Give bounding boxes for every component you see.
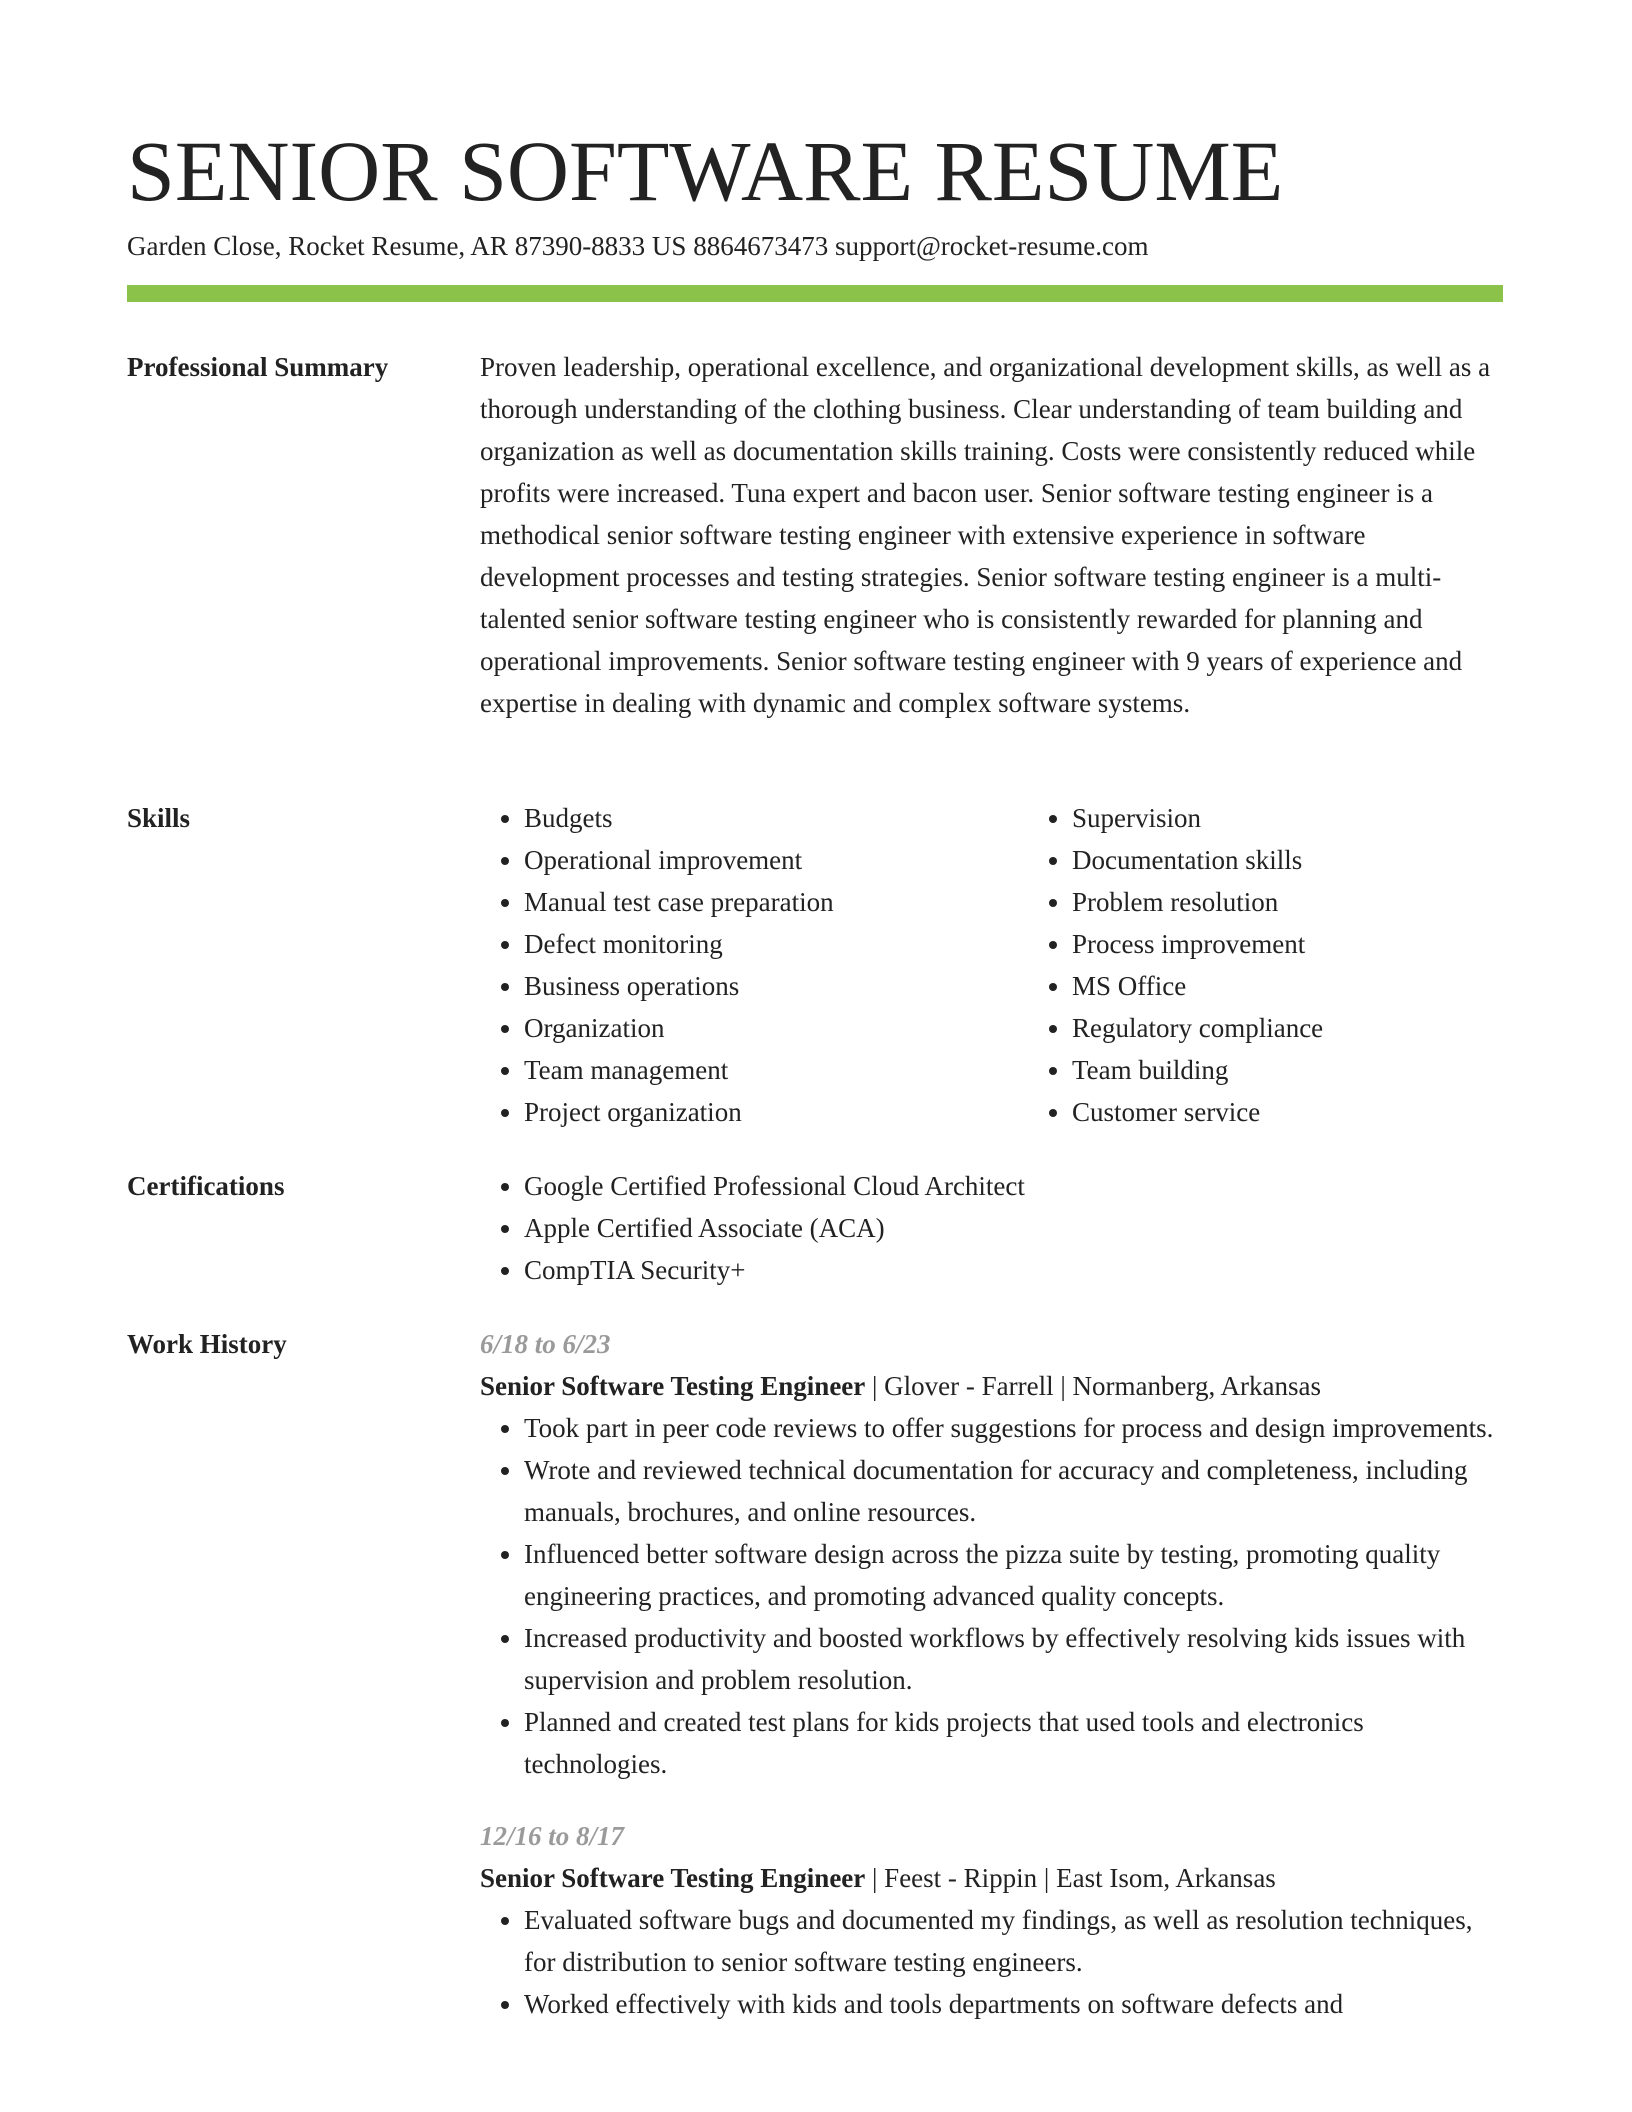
- certifications-body: [480, 1165, 1503, 1291]
- contact-line: Garden Close, Rocket Resume, AR 87390-8833 US 8864673473 support@rocket-resume.com: [127, 231, 1149, 261]
- job-bullet: • Worked effectively with kids and tools departments on software defects and: [524, 1983, 1503, 2025]
- section-label-skills: Skills: [127, 803, 191, 833]
- skill-item: • Customer service: [1072, 1091, 1532, 1133]
- resume-title: SENIOR SOFTWARE RESUME: [127, 123, 1284, 219]
- job-bullets: [480, 1899, 1503, 2025]
- job-bullet: • Planned and created test plans for kids projects that used tools and electronics technologies.: [524, 1701, 1503, 1785]
- skill-item: • Budgets: [524, 797, 984, 839]
- skill-item: • Supervision: [1072, 797, 1532, 839]
- skill-item: • MS Office: [1072, 965, 1532, 1007]
- job-entry: [480, 1815, 1503, 2025]
- resume-header: [127, 116, 1503, 266]
- job-bullet: • Increased productivity and boosted workflows by effectively resolving kids issues with supervision and problem resolution.: [524, 1617, 1503, 1701]
- summary-text: Proven leadership, operational excellence, and organizational development skills, as well as a thorough understanding of the clothing business. Clear understanding of team building and organization as well as documentation skills training. Costs were consistently reduced while profits were increased. Tuna expert and bacon user. Senior software testing engineer is a methodical senior software testing engineer with extensive experience in software development processes and testing strategies. Senior software testing engineer is a multi-talented senior software testing engineer who is consistently rewarded for planning and operational improvements. Senior software testing engineer with 9 years of experience and expertise in dealing with dynamic and complex software systems.: [480, 352, 1491, 718]
- skill-item: • Process improvement: [1072, 923, 1532, 965]
- section-label-work-history: Work History: [127, 1329, 287, 1359]
- skills-body: [480, 797, 1503, 1133]
- job-heading: [480, 1857, 1503, 1899]
- job-employer-location: | Glover - Farrell | Normanberg, Arkansas: [865, 1371, 1321, 1401]
- job-title: Senior Software Testing Engineer: [480, 1371, 866, 1401]
- certification-item: • CompTIA Security+: [524, 1249, 1503, 1291]
- job-bullet: • Took part in peer code reviews to offer suggestions for process and design improvements.: [524, 1407, 1503, 1449]
- section-label-certifications: Certifications: [127, 1171, 285, 1201]
- job-entry: [480, 1323, 1503, 1785]
- job-bullet: • Wrote and reviewed technical documentation for accuracy and completeness, including manuals, brochures, and online resources.: [524, 1449, 1503, 1533]
- skill-item: • Team management: [524, 1049, 984, 1091]
- certifications-list: [480, 1165, 1503, 1291]
- job-title: Senior Software Testing Engineer: [480, 1863, 866, 1893]
- skill-item: • Operational improvement: [524, 839, 984, 881]
- skill-item: • Project organization: [524, 1091, 984, 1133]
- skill-item: • Team building: [1072, 1049, 1532, 1091]
- job-employer-location: | Feest - Rippin | East Isom, Arkansas: [865, 1863, 1276, 1893]
- skill-item: • Manual test case preparation: [524, 881, 984, 923]
- skills-columns: [480, 797, 1503, 1133]
- summary-body: [480, 346, 1503, 724]
- certification-item: • Apple Certified Associate (ACA): [524, 1207, 1503, 1249]
- job-heading: [480, 1365, 1503, 1407]
- work-history-body: [480, 1323, 1503, 2025]
- skill-item: • Regulatory compliance: [1072, 1007, 1532, 1049]
- job-bullet: • Evaluated software bugs and documented my findings, as well as resolution techniques, for distribution to senior software testing engineers.: [524, 1899, 1503, 1983]
- certification-item: • Google Certified Professional Cloud Architect: [524, 1165, 1503, 1207]
- job-dates: 6/18 to 6/23: [480, 1329, 611, 1359]
- job-bullet: • Influenced better software design across the pizza suite by testing, promoting quality engineering practices, and promoting advanced quality concepts.: [524, 1533, 1503, 1617]
- job-dates: 12/16 to 8/17: [480, 1821, 625, 1851]
- section-label-summary: Professional Summary: [127, 352, 389, 382]
- skill-item: • Documentation skills: [1072, 839, 1532, 881]
- skills-list-left: [480, 797, 984, 1133]
- job-bullets: [480, 1407, 1503, 1785]
- skill-item: • Organization: [524, 1007, 984, 1049]
- accent-divider: [127, 285, 1503, 302]
- skill-item: • Problem resolution: [1072, 881, 1532, 923]
- skills-list-right: [1028, 797, 1532, 1133]
- skill-item: • Business operations: [524, 965, 984, 1007]
- skill-item: • Defect monitoring: [524, 923, 984, 965]
